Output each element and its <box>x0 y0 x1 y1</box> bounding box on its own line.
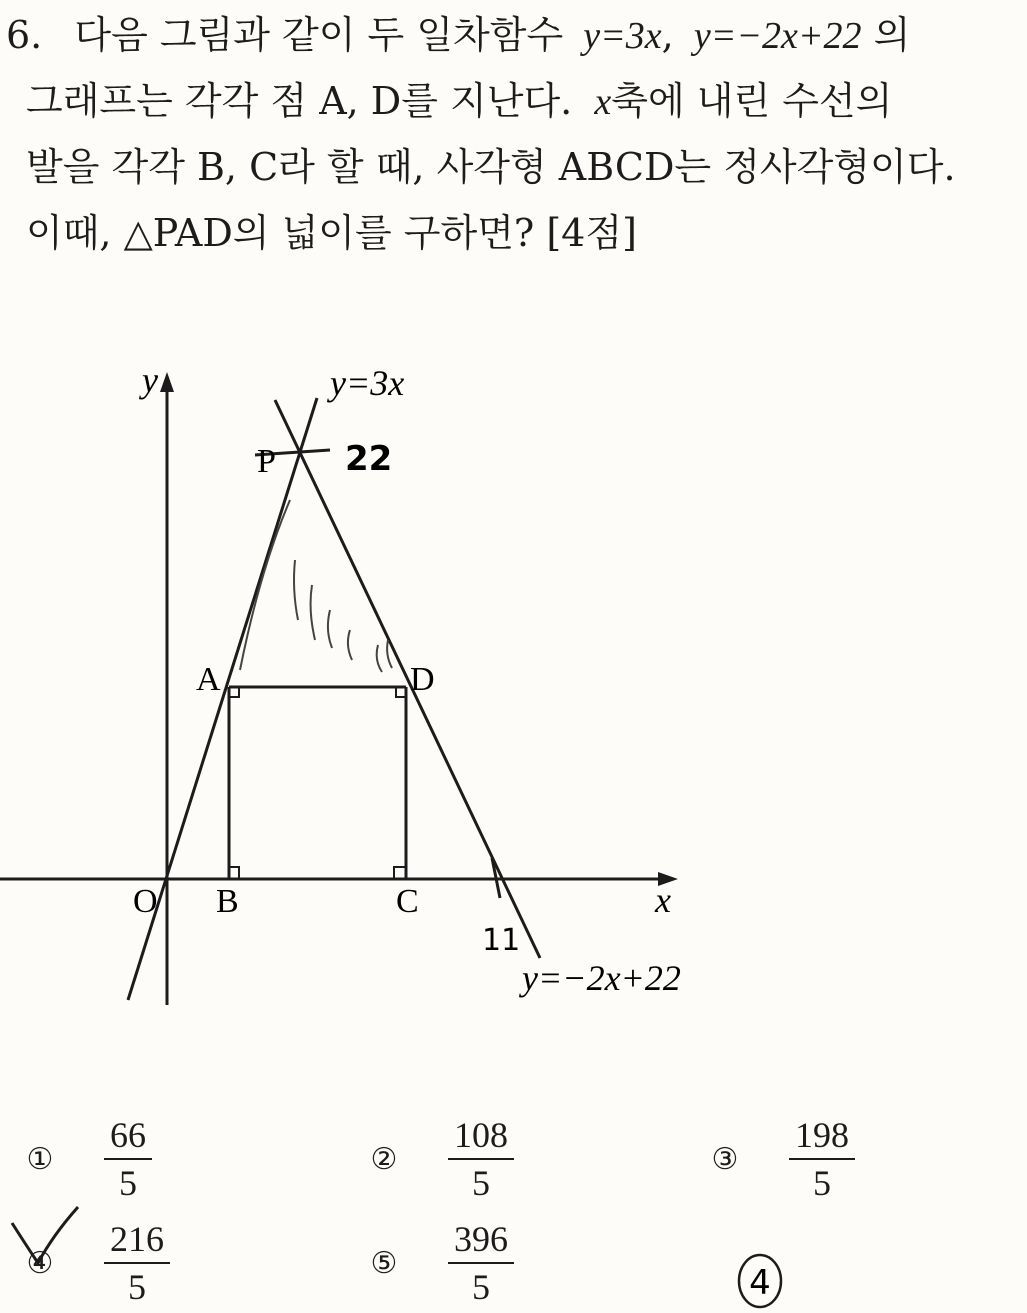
choice-1-mark: ① <box>26 1141 54 1177</box>
choice-2-mark: ② <box>370 1141 398 1177</box>
choice-3-fraction <box>789 1114 855 1204</box>
choice-2[interactable] <box>364 1114 514 1204</box>
graph-figure <box>0 340 1027 1040</box>
choice-2-denominator: 5 <box>472 1163 490 1203</box>
shading-strokes <box>240 500 392 672</box>
handwritten-11: 11 <box>482 923 521 958</box>
choice-5-denominator: 5 <box>472 1267 490 1307</box>
question-line2-text: 그래프는 각각 점 A, D를 지난다. <box>26 79 573 123</box>
choice-4-denominator: 5 <box>128 1267 146 1307</box>
y-axis-arrow <box>160 372 174 392</box>
question-line3-text: 발을 각각 B, C라 할 때, 사각형 ABCD는 정사각형이다. <box>26 145 956 189</box>
question-line-1 <box>6 6 910 65</box>
choice-1[interactable] <box>20 1114 152 1204</box>
choice-3[interactable] <box>705 1114 855 1204</box>
question-line4-text: 이때, △PAD의 넓이를 구하면? [4점] <box>26 211 637 255</box>
x-variable: x <box>594 81 612 123</box>
question-line-3 <box>26 138 956 196</box>
equation-y-3x: y=3x <box>583 15 662 57</box>
choice-1-numerator: 66 <box>104 1114 152 1160</box>
point-A-label: A <box>196 661 221 698</box>
question-line2-tail: 축에 내린 수선의 <box>611 79 893 123</box>
choice-4-fraction <box>104 1218 170 1308</box>
question-line1-text: 다음 그림과 같이 두 일차함수 <box>74 13 564 57</box>
choice-5-numerator: 396 <box>448 1218 514 1264</box>
choice-4-numerator: 216 <box>104 1218 170 1264</box>
answer-choices <box>0 1100 1027 1313</box>
point-P-label: P <box>257 443 276 480</box>
x-axis-label: x <box>655 880 671 920</box>
question-number: 6. <box>6 13 43 57</box>
point-D-label: D <box>410 661 435 698</box>
handwritten-answer <box>735 1252 785 1310</box>
right-angle-C <box>394 867 406 879</box>
choice-5-fraction <box>448 1218 514 1308</box>
choice-4-mark: ④ <box>26 1245 54 1281</box>
question-line-2 <box>26 72 892 131</box>
y-axis-label: y <box>142 360 158 400</box>
comma: , <box>661 13 674 57</box>
choice-5[interactable] <box>364 1218 514 1308</box>
choice-3-denominator: 5 <box>813 1163 831 1203</box>
choice-1-fraction <box>104 1114 152 1204</box>
choice-3-mark: ③ <box>711 1141 739 1177</box>
question-line-4 <box>26 204 637 262</box>
choice-2-fraction <box>448 1114 514 1204</box>
line-label-y-neg2x-22: y=−2x+22 <box>522 958 681 998</box>
choice-2-numerator: 108 <box>448 1114 514 1160</box>
equation-y-neg2x-22: y=−2x+22 <box>693 15 862 57</box>
question-line1-tail: 의 <box>873 13 911 57</box>
origin-label: O <box>133 883 158 920</box>
point-C-label: C <box>396 883 419 920</box>
handwritten-answer-digit: 4 <box>749 1263 771 1303</box>
line-label-y-3x: y=3x <box>330 363 405 403</box>
choice-1-denominator: 5 <box>119 1163 137 1203</box>
check-mark-icon <box>8 1205 88 1285</box>
point-B-label: B <box>216 883 239 920</box>
choice-3-numerator: 198 <box>789 1114 855 1160</box>
handwritten-22: 22 <box>345 439 393 479</box>
choice-5-mark: ⑤ <box>370 1245 398 1281</box>
